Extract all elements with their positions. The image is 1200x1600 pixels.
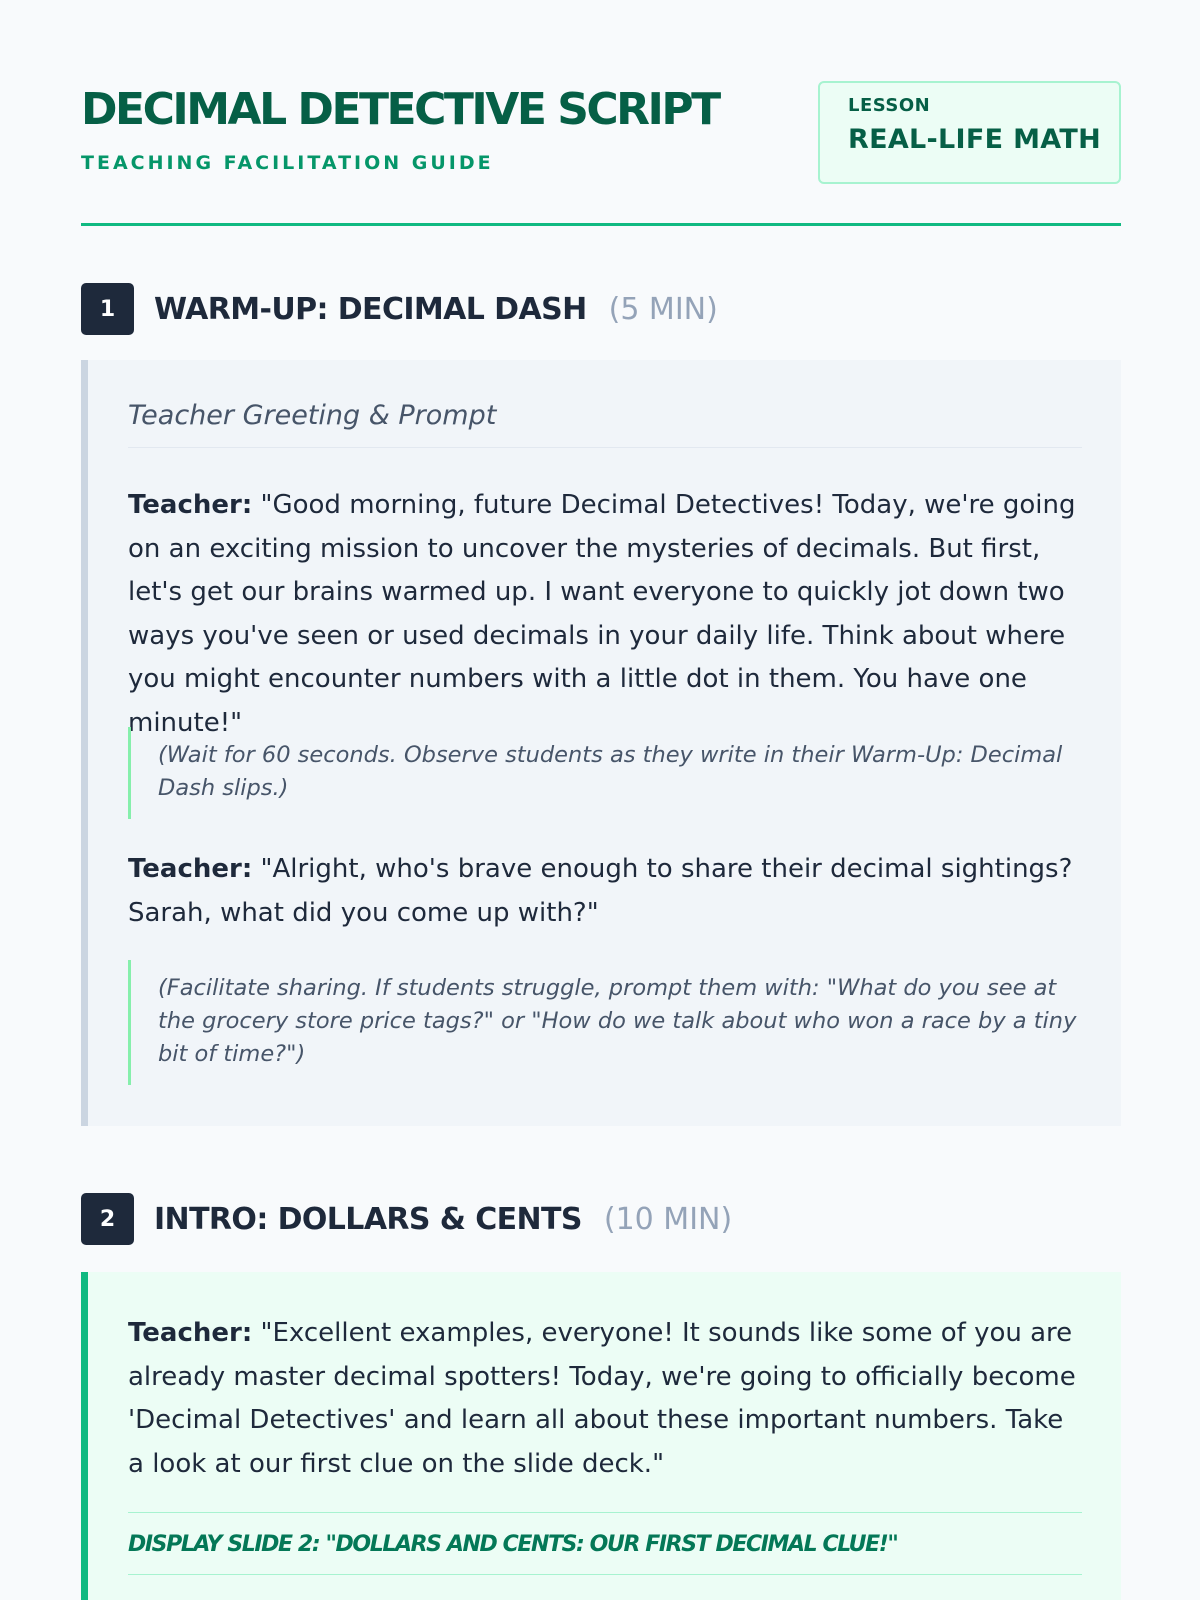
speaker-label: Teacher:	[128, 490, 253, 520]
section-1-stage-note-1: (Wait for 60 seconds. Observe students as they write in their Warm-Up: Decimal Dash slips.)	[128, 727, 1082, 819]
section-2-script-card	[81, 1272, 1121, 1600]
lesson-tag-label: LESSON	[848, 95, 931, 116]
lesson-tag	[818, 81, 1121, 184]
document-header	[81, 78, 1121, 228]
slide-instruction-top-divider	[128, 1512, 1082, 1513]
section-1-stage-note-2: (Facilitate sharing. If students struggle, prompt them with: "What do you see at the grocery store price tags?" or "How do we talk about who won a race by a tiny bit of time?")	[128, 960, 1082, 1085]
lesson-tag-value: REAL-LIFE MATH	[848, 124, 1101, 155]
speech-text: "Excellent examples, everyone! It sounds like some of you are already master decimal spotters! Today, we're going to officially become 'Decimal Detectives' and learn all about these important numbers. Take a look at our first clue on the slide deck."	[128, 1318, 1076, 1479]
speech-text: "Alright, who's brave enough to share their decimal sightings? Sarah, what did you come up with?"	[128, 854, 1073, 928]
section-2-number-badge: 2	[81, 1193, 134, 1245]
header-divider	[81, 223, 1121, 226]
speaker-label: Teacher:	[128, 1318, 253, 1348]
section-1-teacher-line-1	[128, 484, 1082, 745]
section-1-number-badge: 1	[81, 283, 134, 335]
slide-instruction: DISPLAY SLIDE 2: "DOLLARS AND CENTS: OUR FIRST DECIMAL CLUE!"	[128, 1532, 898, 1557]
section-1-script-card	[81, 360, 1121, 1126]
section-2-heading	[81, 1193, 732, 1245]
section-1-title: WARM-UP: DECIMAL DASH	[154, 291, 587, 327]
section-1-caption: Teacher Greeting & Prompt	[128, 400, 1082, 448]
speech-text: "Good morning, future Decimal Detectives! Today, we're going on an exciting mission to uncover the mysteries of decimals. But first, let's get our brains warmed up. I want everyone to quickly jot down two ways you've seen or used decimals in your daily life. Think about where you might encounter numbers with a little dot in them. You have one minute!"	[128, 490, 1076, 738]
slide-instruction-bottom-divider	[128, 1574, 1082, 1575]
document-title: DECIMAL DETECTIVE SCRIPT	[81, 84, 719, 135]
section-1-duration: (5 MIN)	[608, 291, 718, 327]
section-2-duration: (10 MIN)	[603, 1201, 733, 1237]
section-1-teacher-line-2	[128, 848, 1082, 935]
section-1-heading	[81, 283, 718, 335]
document-subtitle: TEACHING FACILITATION GUIDE	[81, 152, 494, 174]
section-2-teacher-line-1	[128, 1312, 1082, 1486]
speaker-label: Teacher:	[128, 854, 253, 884]
section-2-title: INTRO: DOLLARS & CENTS	[154, 1201, 582, 1237]
